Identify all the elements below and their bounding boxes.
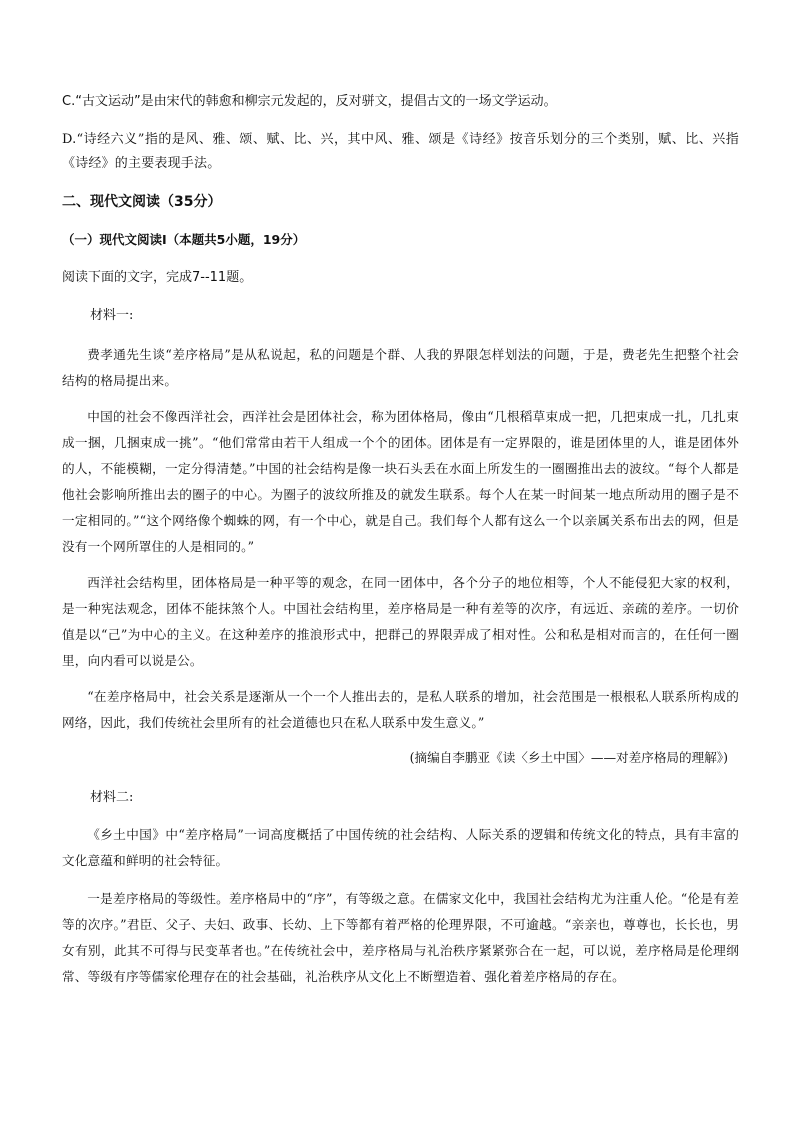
material-2-label: 材料二: (90, 790, 134, 805)
material-1-paragraph-4: “在差序格局中，社会关系是逐渐从一个一个人推出去的，是私人联系的增加，社会范围是一根根私人联系所构成的网络，因此，我们传统社会里所有的社会道德也只在私人联系中发生意义。” (62, 689, 739, 730)
option-c: C.“古文运动”是由宋代的韩愈和柳宗元发起的，反对骈文，提倡古文的一场文学运动。 (62, 94, 557, 109)
material-2-paragraph-2: 一是差序格局的等级性。差序格局中的“序”，有等级之意。在儒家文化中，我国社会结构尤为注重人伦。“伦是有差等的次序。”君臣、父子、夫妇、政事、长幼、上下等都有着严格的伦理界限，不可逾越。“亲亲也，尊尊也，长长也，男女有别，此其不可得与民变革者也。”在传统社会中，差序格局与礼治秩序紧紧弥合在一起，可以说，差序格局是伦理纲常、等级有序等儒家伦理存在的社会基础，礼治秩序从文化上不断塑造着、强化着差序格局的存在。 (62, 891, 739, 984)
material-1-paragraph-3: 西洋社会结构里，团体格局是一种平等的观念，在同一团体中，各个分子的地位相等，个人不能侵犯大家的权利，是一种宪法观念，团体不能抹煞个人。中国社会结构里，差序格局是一种有差等的次序，有远近、亲疏的差序。一切价值是以“己”为中心的主义。在这种差序的推浪形式中，把群己的界限弄成了相对性。公和私是相对而言的，在任何一圈里，向内看可以说是公。 (62, 575, 739, 668)
section-title: 二、现代文阅读（35分） (62, 194, 222, 210)
option-d: D.“诗经六义”指的是风、雅、颂、赋、比、兴，其中风、雅、颂是《诗经》按音乐划分的三个类别，赋、比、兴指《诗经》的主要表现手法。 (62, 132, 739, 171)
material-1-paragraph-1: 费孝通先生谈“差序格局”是从私说起，私的问题是个群、人我的界限怎样划法的问题，于是，费老先生把整个社会结构的格局提出来。 (62, 347, 739, 388)
material-2-paragraph-1: 《乡土中国》中“差序格局”一词高度概括了中国传统的社会结构、人际关系的逻辑和传统文化的特点，具有丰富的文化意蕴和鲜明的社会特征。 (62, 827, 739, 868)
material-1-paragraph-2: 中国的社会不像西洋社会，西洋社会是团体社会，称为团体格局，像由“几根稻草束成一把，几把束成一扎，几扎束成一捆，几捆束成一挑”。“他们常常由若干人组成一个个的团体。团体是有一定界限的，谁是团体里的人，谁是团体外的人，不能模糊，一定分得清楚。”中国的社会结构是像一块石头丢在水面上所发生的一圈圈推出去的波纹。“每个人都是他社会影响所推出去的圈子的中心。为圈子的波纹所推及的就发生联系。每个人在某一时间某一地点所动用的圈子是不一定相同的。”“这个网络像个蜘蛛的网，有一个中心，就是自己。我们每个人都有这么一个以亲属关系布出去的网，但是没有一个网所罩住的人是相同的。” (62, 409, 739, 554)
instruction: 阅读下面的文字，完成7--11题。 (62, 270, 253, 285)
section-subtitle: （一）现代文阅读I（本题共5小题，19分） (62, 232, 306, 247)
material-1-label: 材料一: (90, 308, 134, 323)
material-1-source: (摘编自李鹏亚《读〈乡土中国〉——对差序格局的理解》) (409, 750, 728, 765)
